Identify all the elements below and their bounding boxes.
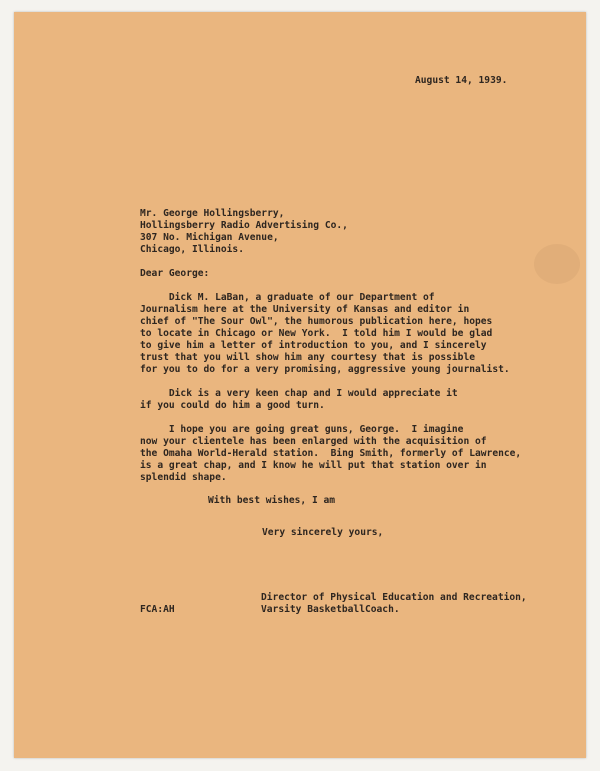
recipient-street: 307 No. Michigan Avenue, xyxy=(140,232,279,243)
paper-stain xyxy=(534,244,580,284)
paragraph2-line: if you could do him a good turn. xyxy=(140,400,325,411)
closing-wishes: With best wishes, I am xyxy=(208,495,336,506)
typist-initials: FCA:AH xyxy=(140,604,175,615)
letter-date: August 14, 1939. xyxy=(415,75,508,86)
paragraph2-line: Dick is a very keen chap and I would appreciate it xyxy=(140,388,458,399)
paragraph1-line: for you to do for a very promising, aggressive young journalist. xyxy=(140,364,510,375)
recipient-name: Mr. George Hollingsberry, xyxy=(140,208,285,219)
paragraph1-line: Dick M. LaBan, a graduate of our Department of xyxy=(140,292,435,303)
recipient-city: Chicago, Illinois. xyxy=(140,244,244,255)
paragraph1-line: Journalism here at the University of Kansas and editor in xyxy=(140,304,470,315)
paragraph1-line: to locate in Chicago or New York. I told him I would be glad xyxy=(140,328,493,339)
salutation: Dear George: xyxy=(140,268,210,279)
paragraph1-line: to give him a letter of introduction to you, and I sincerely xyxy=(140,340,487,351)
paragraph3-line: now your clientele has been enlarged with the acquisition of xyxy=(140,436,487,447)
paragraph3-line: is a great chap, and I know he will put that station over in xyxy=(140,460,487,471)
signature-title-line2: Varsity BasketballCoach. xyxy=(261,604,400,615)
paragraph3-line: the Omaha World-Herald station. Bing Smith, formerly of Lawrence, xyxy=(140,448,522,459)
complimentary-close: Very sincerely yours, xyxy=(262,527,384,538)
paragraph1-line: trust that you will show him any courtesy that is possible xyxy=(140,352,476,363)
paragraph1-line: chief of "The Sour Owl", the humorous publication here, hopes xyxy=(140,316,493,327)
signature-title-line1: Director of Physical Education and Recreation, xyxy=(261,592,527,603)
recipient-company: Hollingsberry Radio Advertising Co., xyxy=(140,220,348,231)
paragraph3-line: splendid shape. xyxy=(140,472,227,483)
paragraph3-line: I hope you are going great guns, George. I imagine xyxy=(140,424,464,435)
letter-page xyxy=(14,12,586,758)
